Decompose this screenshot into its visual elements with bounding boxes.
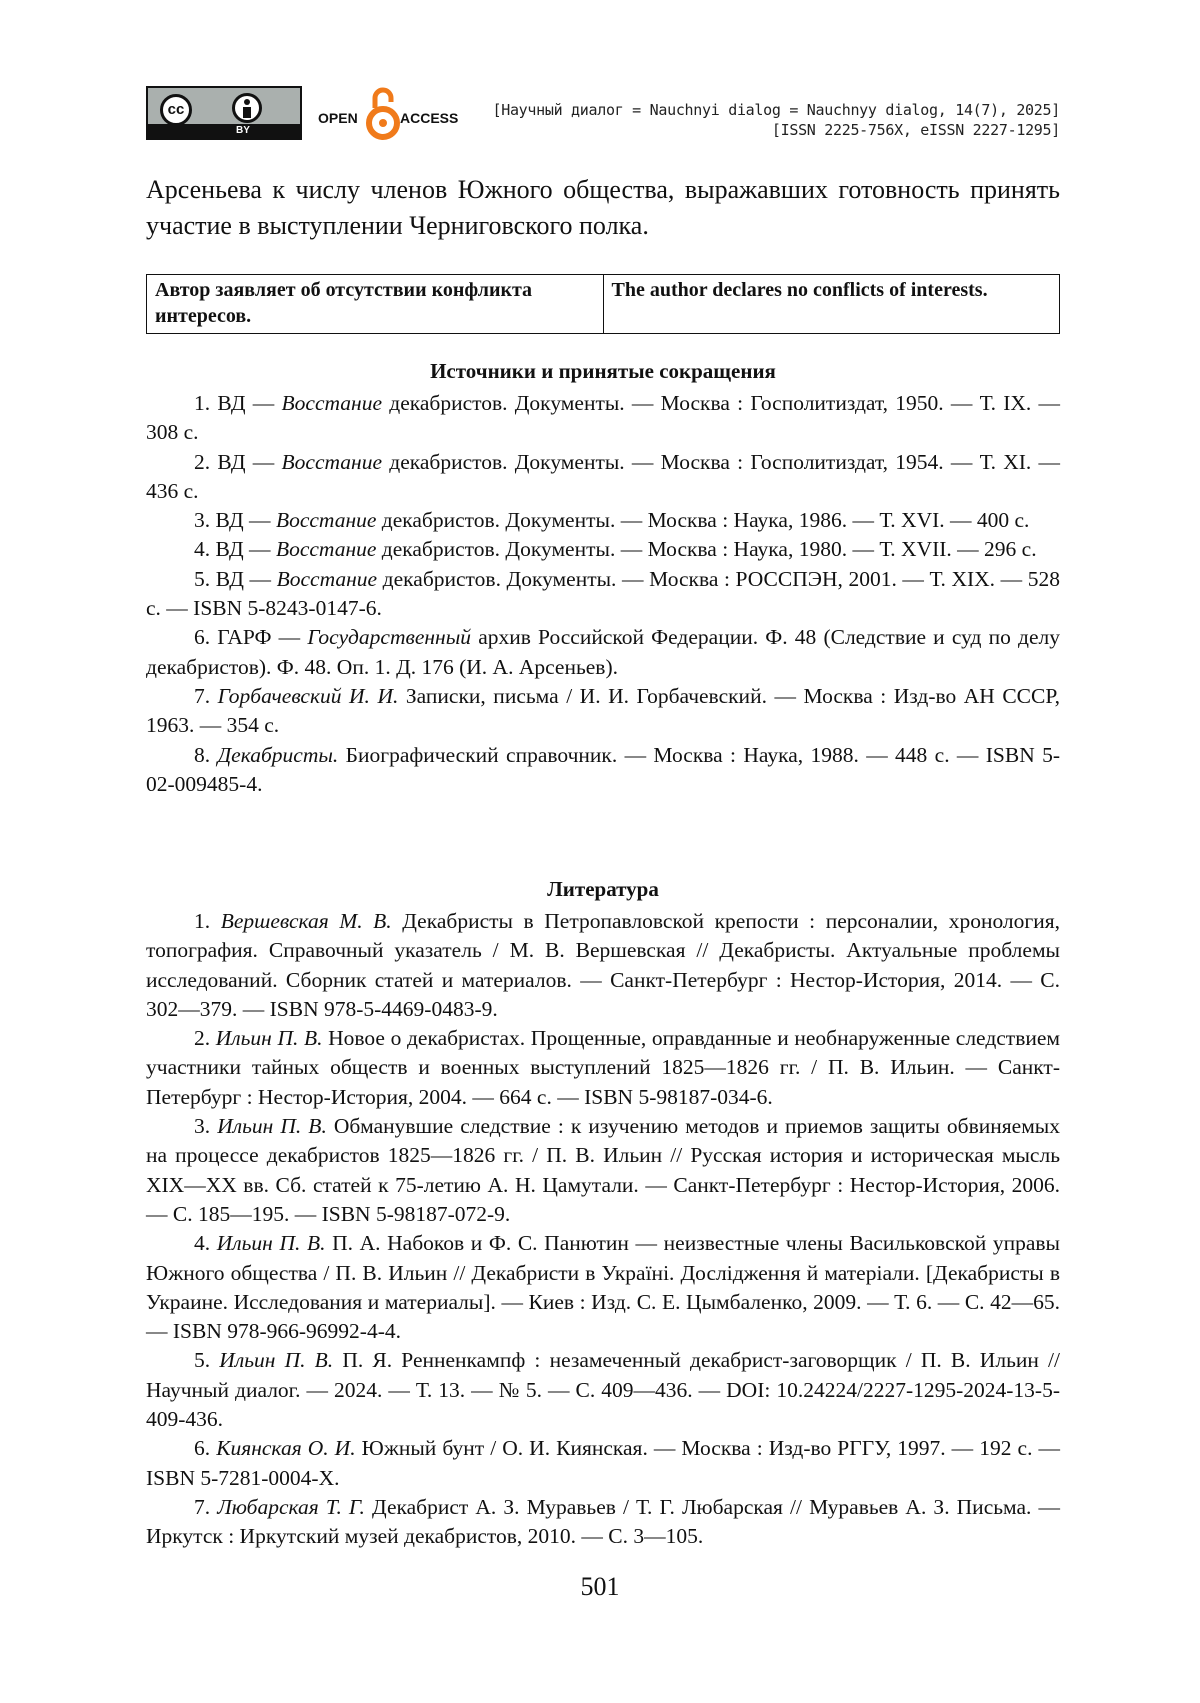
sources-heading: Источники и принятые сокращения [430,359,776,383]
page-number: 501 [580,1572,620,1601]
open-access-logo [318,86,478,142]
literature-heading: Литература [547,877,659,901]
page-header [146,86,1060,142]
journal-citation-line: [Научный диалог = Nauchnyi dialog = Nauchnyy dialog, 14(7), 2025] [492,101,1060,119]
source-item: 4. ВД — Восстание декабристов. Документы. — Москва : Наука, 1980. — Т. XVII. — 296 с. [194,537,1037,562]
literature-item: 5. Ильин П. В. П. Я. Ренненкампф : незамеченный декабрист-заговорщик / П. В. Ильин // Научный диалог. — 2024. — Т. 13. — № 5. — С. 409—436. — DOI: 10.24224/2227-1295-2024-13-5-409-436. [146,1348,1060,1432]
literature-item: 4. Ильин П. В. П. А. Набоков и Ф. С. Панютин — неизвестные члены Васильковской управы Южного общества / П. В. Ильин // Декабристи в Україні. Дослідження й матеріали. [Декабристы в Украине. Исследования и материалы]. — Киев : Изд. С. Е. Цымбаленко, 2009. — Т. 6. — С. 42—65. — ISBN 978-966-96992-4-4. [146,1231,1060,1344]
journal-citation [492,100,1060,140]
literature-item: 2. Ильин П. В. Новое о декабристах. Прощенные, оправданные и необнаруженные следствием участники тайных обществ и военных выступлений 1825—1826 гг. / П. В. Ильин. — Санкт-Петербург : Нестор-История, 2004. — 664 с. — ISBN 5-98187-034-6. [146,1026,1060,1109]
intro-paragraph: Арсеньева к числу членов Южного общества, выражавших готовность принять участие в выступлении Черниговского полка. [146,175,1060,240]
source-item: 7. Горбачевский И. И. Записки, письма / И. И. Горбачевский. — Москва : Изд-во АН СССР, 1963. — 354 с. [146,683,1061,738]
literature-item: 6. Киянская О. И. Южный бунт / О. И. Киянская. — Москва : Изд-во РГГУ, 1997. — 192 с. — ISBN 5-7281-0004-X. [146,1436,1061,1490]
source-item: 2. ВД — Восстание декабристов. Документы. — Москва : Госполитиздат, 1954. — Т. XI. — 436 с. [146,449,1061,503]
conflict-of-interest-table [146,274,1060,334]
source-item: 1. ВД — Восстание декабристов. Документы. — Москва : Госполитиздат, 1950. — Т. IX. — 308 с. [146,391,1061,445]
source-item: 6. ГАРФ — Государственный архив Российской Федерации. Ф. 48 (Следствие и суд по делу декабристов). Ф. 48. Оп. 1. Д. 176 (И. А. Арсеньев). [146,625,1060,679]
cc-icon: cc [160,94,192,126]
literature-item: 3. Ильин П. В. Обманувшие следствие : к изучению методов и приемов защиты обвиняемых на процессе декабристов 1825—1826 гг. / П. В. Ильин // Русская история и историческая мысль XIX—XX вв. Сб. статей к 75-летию А. Н. Цамутали. — Санкт-Петербург : Нестор-История, 2006. — С. 185—195. — ISBN 5-98187-072-9. [146,1114,1060,1226]
conflict-statement-en: The author declares no conflicts of interests. [603,275,1060,334]
attribution-icon [232,93,262,123]
cc-by-license-badge[interactable] [146,86,302,140]
literature-list [146,907,1060,1552]
journal-issn-line: [ISSN 2225-756X, eISSN 2227-1295] [771,121,1060,139]
open-access-word-open: OPEN [318,110,358,126]
literature-item: 7. Любарская Т. Г. Декабрист А. З. Муравьев / Т. Г. Любарская // Муравьев А. З. Письма. — Иркутск : Иркутский музей декабристов, 2010. — С. 3—105. [146,1494,1061,1549]
license-by-label: BY [236,125,250,136]
open-access-lock-icon [366,86,400,142]
open-access-word-access: ACCESS [400,110,459,126]
source-item: 5. ВД — Восстание декабристов. Документы. — Москва : РОССПЭН, 2001. — Т. XIX. — 528 с. — ISBN 5-8243-0147-6. [146,566,1060,621]
sources-list [146,389,1060,799]
source-item: 8. Декабристы. Биографический справочник. — Москва : Наука, 1988. — 448 с. — ISBN 5-02-009485-4. [146,742,1061,796]
conflict-statement-ru: Автор заявляет об отсутствии конфликта интересов. [147,275,604,334]
literature-item: 1. Вершевская М. В. Декабристы в Петропавловской крепости : персоналии, хронология, топография. Справочный указатель / М. В. Вершевская // Декабристы. Актуальные проблемы исследований. Сборник статей и материалов. — Санкт-Петербург : Нестор-История, 2014. — С. 302—379. — ISBN 978-5-4469-0483-9. [146,909,1060,1021]
source-item: 3. ВД — Восстание декабристов. Документы. — Москва : Наука, 1986. — Т. XVI. — 400 с. [194,508,1030,533]
